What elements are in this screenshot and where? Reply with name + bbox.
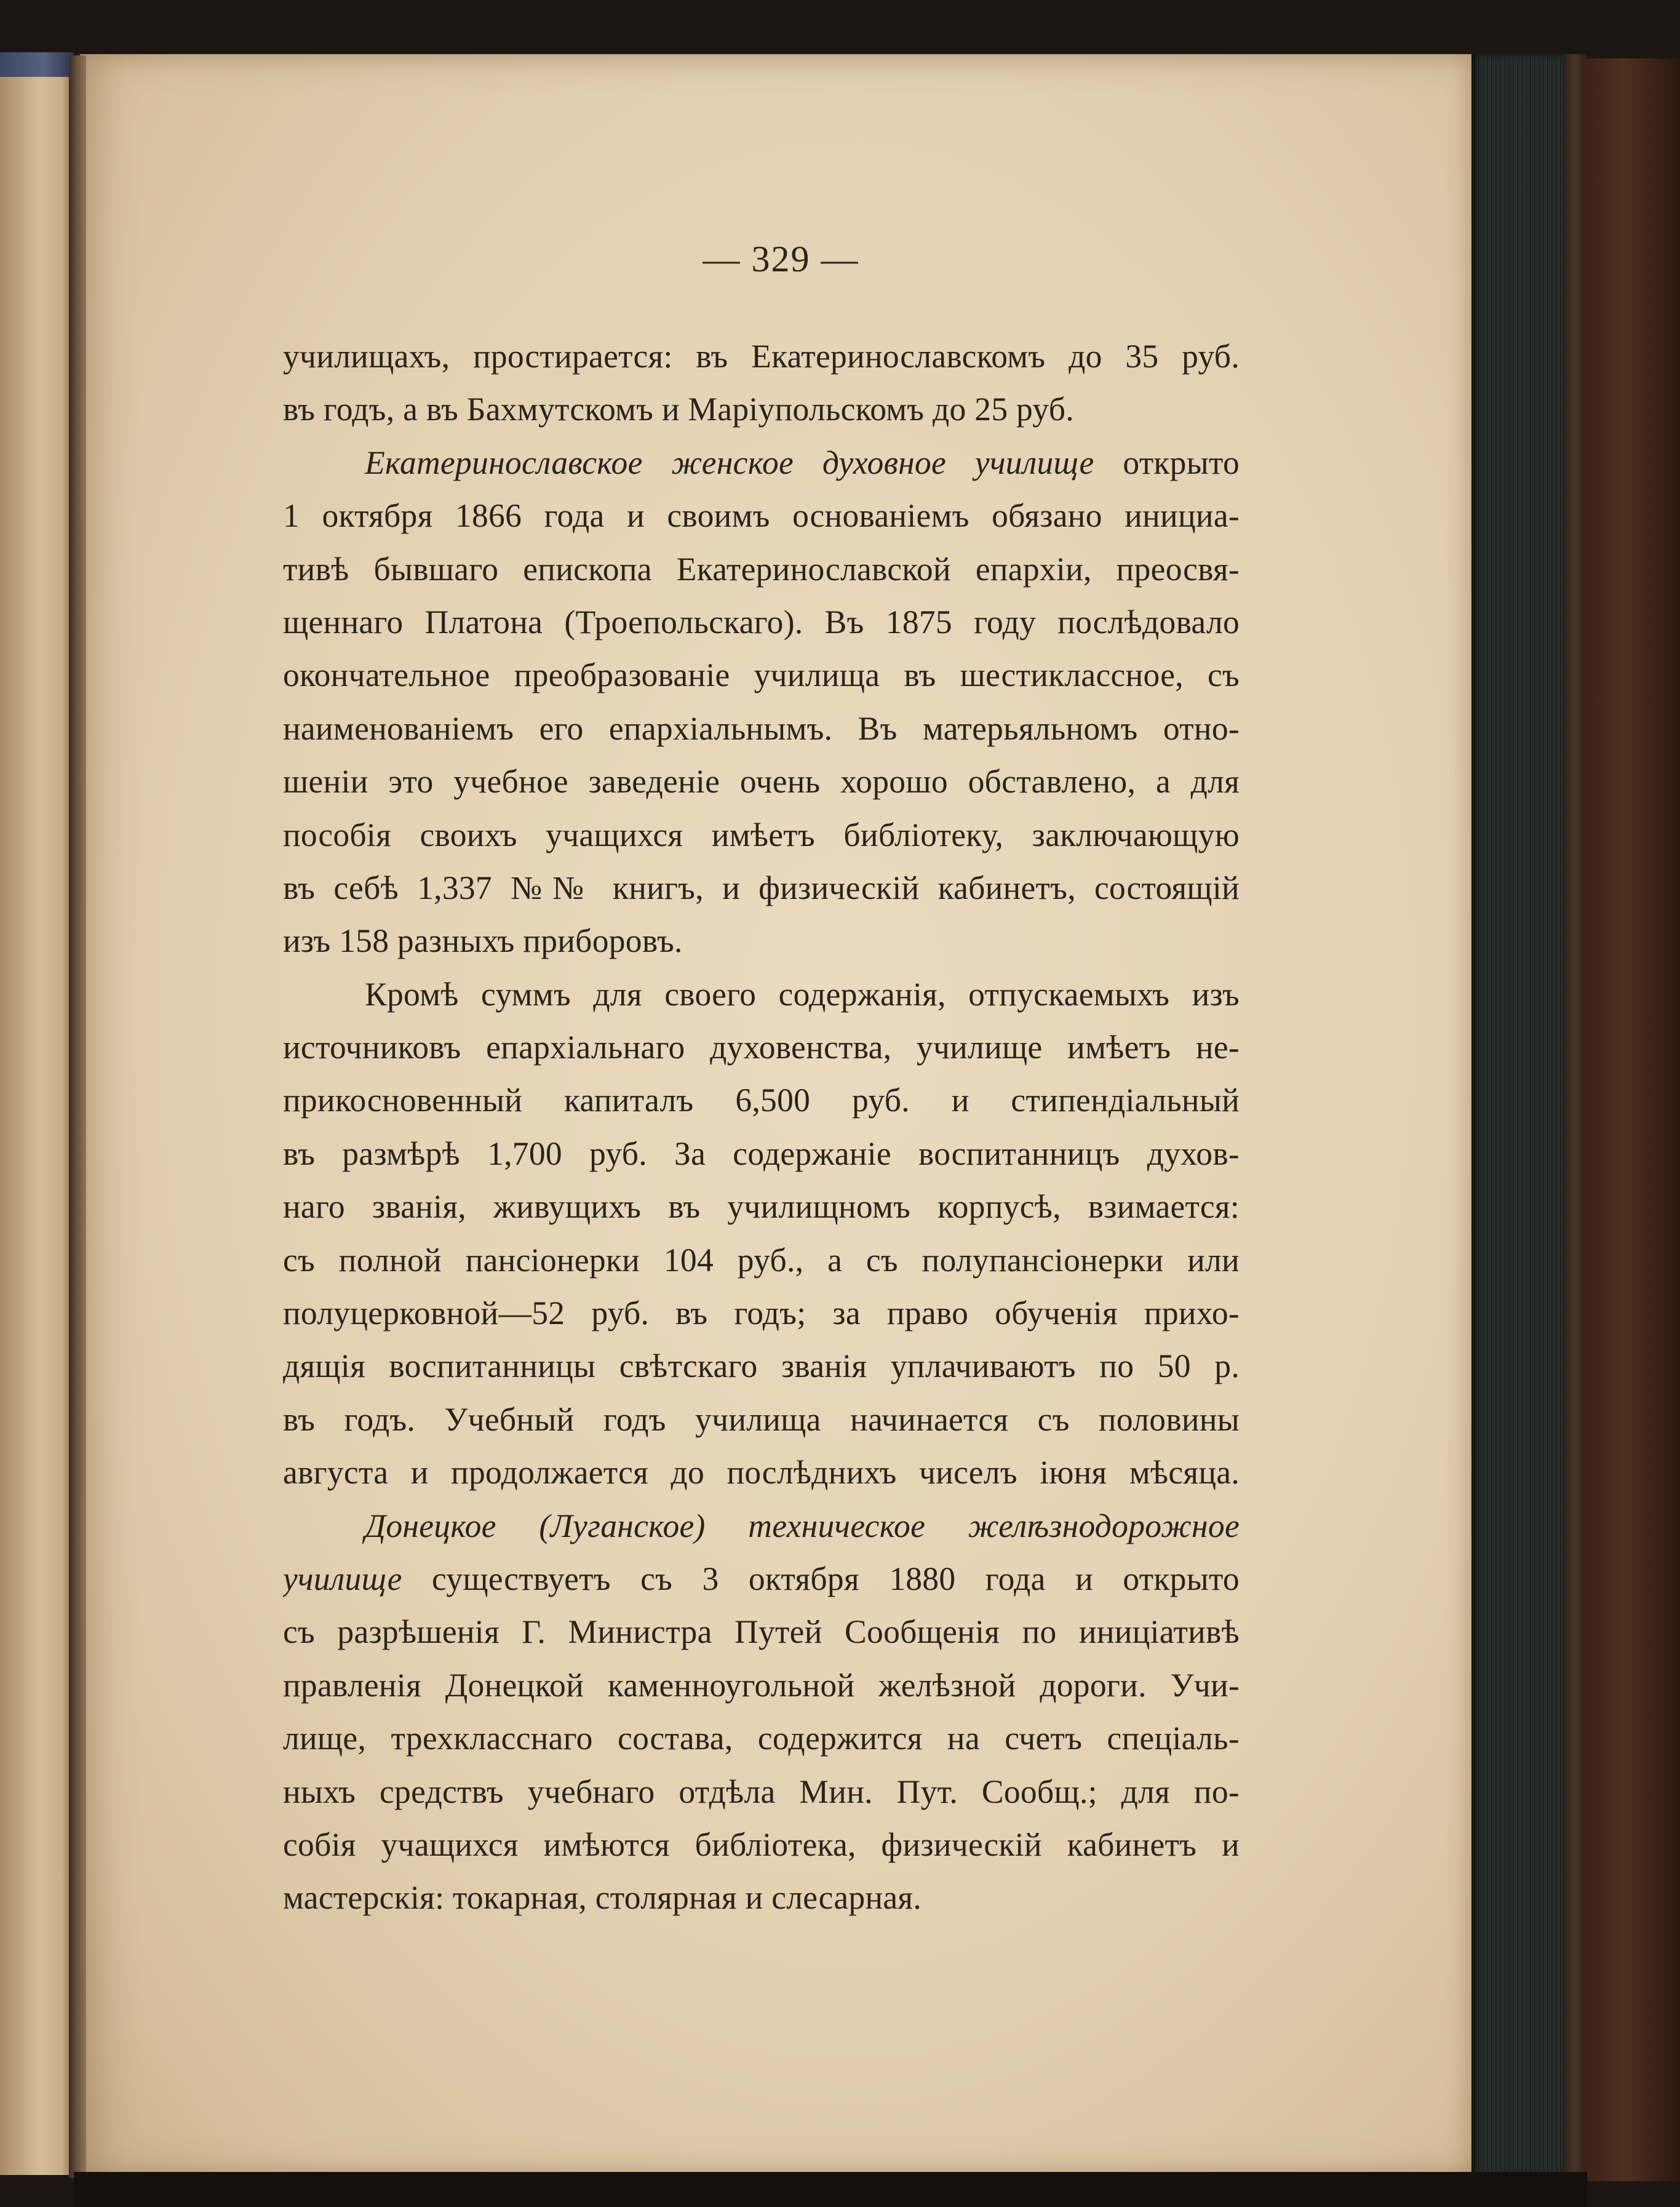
text-line bbox=[283, 596, 1240, 649]
text-line bbox=[283, 1552, 1240, 1605]
line-text: въ себѣ 1,337 №№ книгъ, и физическій кабинетъ, состоящій bbox=[283, 869, 1240, 906]
page-number-text: — 329 — bbox=[703, 239, 859, 279]
text-line bbox=[283, 1339, 1240, 1392]
line-text: дящія воспитанницы свѣтскаго званія уплачиваютъ по 50 р. bbox=[283, 1347, 1240, 1385]
text-line bbox=[283, 755, 1240, 808]
line-text: августа и продолжается до послѣднихъ чиселъ іюня мѣсяца. bbox=[283, 1454, 1240, 1491]
line-text: Кромѣ суммъ для своего содержанія, отпускаемыхъ изъ bbox=[365, 975, 1240, 1013]
page-stack-shadow bbox=[1563, 54, 1587, 2183]
line-text: въ размѣрѣ 1,700 руб. За содержаніе воспитанницъ духов- bbox=[283, 1135, 1240, 1172]
text-line bbox=[283, 383, 1240, 436]
line-text: тивѣ бывшаго епископа Екатеринославской епархіи, преосвя- bbox=[283, 550, 1240, 588]
line-text: наименованіемъ его епархіальнымъ. Въ матерьяльномъ отно- bbox=[283, 709, 1240, 747]
text-line bbox=[283, 1765, 1240, 1818]
line-text: окончательное преобразованіе училища въ шестиклассное, съ bbox=[283, 657, 1240, 694]
binding-strip bbox=[0, 52, 74, 77]
text-line bbox=[283, 489, 1240, 542]
line-text: полуцерковной—52 руб. въ годъ; за право обученія прихо- bbox=[283, 1295, 1240, 1332]
text-line bbox=[283, 1180, 1240, 1233]
text-line bbox=[283, 1074, 1240, 1127]
line-text: правленія Донецкой каменноугольной желѣзной дороги. Учи- bbox=[283, 1666, 1240, 1704]
italic-heading-text: училище bbox=[283, 1560, 402, 1597]
page-stack-edges bbox=[1471, 54, 1564, 2183]
italic-heading-text: Екатеринославское женское духовное училище bbox=[365, 444, 1094, 481]
bottom-shadow bbox=[74, 2172, 1587, 2207]
text-line bbox=[283, 861, 1240, 914]
text-line bbox=[283, 436, 1240, 489]
line-text: ныхъ средствъ учебнаго отдѣла Мин. Пут. Сообщ.; для по- bbox=[283, 1773, 1240, 1810]
text-line bbox=[283, 330, 1240, 383]
text-line bbox=[283, 1021, 1240, 1074]
line-text: открыто bbox=[1094, 444, 1240, 481]
text-line bbox=[283, 968, 1240, 1021]
line-text: въ годъ. Учебный годъ училища начинается съ половины bbox=[283, 1400, 1240, 1438]
line-text: лище, трехкласснаго состава, содержится на счетъ спеціаль- bbox=[283, 1720, 1240, 1757]
text-line bbox=[283, 808, 1240, 861]
text-line bbox=[283, 1818, 1240, 1871]
line-text: съ полной пансіонерки 104 руб., а съ полупансіонерки или bbox=[283, 1241, 1240, 1279]
text-line bbox=[283, 1605, 1240, 1658]
text-line bbox=[283, 1234, 1240, 1287]
line-text: щеннаго Платона (Троепольскаго). Въ 1875 году послѣдовало bbox=[283, 603, 1240, 641]
line-text: съ разрѣшенія Г. Министра Путей Сообщенія по иниціативѣ bbox=[283, 1613, 1240, 1651]
line-text: мастерскія: токарная, столярная и слесарная. bbox=[283, 1879, 922, 1917]
text-line bbox=[283, 1871, 1240, 1924]
line-text: 1 октября 1866 года и своимъ основаніемъ обязано инициа- bbox=[283, 497, 1240, 535]
line-text: въ годъ, а въ Бахмутскомъ и Маріупольскомъ до 25 руб. bbox=[283, 391, 1074, 428]
text-line bbox=[283, 1499, 1240, 1552]
text-line bbox=[283, 702, 1240, 755]
text-line bbox=[283, 1393, 1240, 1446]
text-line bbox=[283, 1287, 1240, 1339]
text-line bbox=[283, 1446, 1240, 1499]
italic-heading-text: Донецкое (Луганское) техническое желѣзнодорожное bbox=[365, 1507, 1240, 1544]
body-text bbox=[283, 330, 1240, 1925]
text-line bbox=[283, 1712, 1240, 1765]
text-line bbox=[283, 1127, 1240, 1180]
previous-page-edge bbox=[0, 58, 73, 2175]
line-text: наго званія, живущихъ въ училищномъ корпусѣ, взимается: bbox=[283, 1188, 1240, 1226]
text-line bbox=[283, 1659, 1240, 1712]
text-line bbox=[283, 543, 1240, 596]
line-text: шеніи это учебное заведеніе очень хорошо обставлено, а для bbox=[283, 763, 1240, 800]
page-gutter bbox=[69, 55, 86, 2178]
text-line bbox=[283, 914, 1240, 967]
line-text: училищахъ, простирается: въ Екатеринославскомъ до 35 руб. bbox=[283, 338, 1240, 375]
line-text: изъ 158 разныхъ приборовъ. bbox=[283, 922, 683, 960]
line-text: пособія своихъ учащихся имѣетъ библіотеку, заключающую bbox=[283, 816, 1240, 853]
text-line bbox=[283, 649, 1240, 701]
line-text: существуетъ съ 3 октября 1880 года и открыто bbox=[402, 1560, 1240, 1597]
book-cover-edge bbox=[1584, 58, 1680, 2181]
line-text: собія учащихся имѣются библіотека, физическій кабинетъ и bbox=[283, 1826, 1240, 1863]
page-number bbox=[0, 238, 1680, 281]
line-text: прикосновенный капиталъ 6,500 руб. и стипендіальный bbox=[283, 1082, 1240, 1119]
line-text: источниковъ епархіальнаго духовенства, училище имѣетъ не- bbox=[283, 1029, 1240, 1066]
